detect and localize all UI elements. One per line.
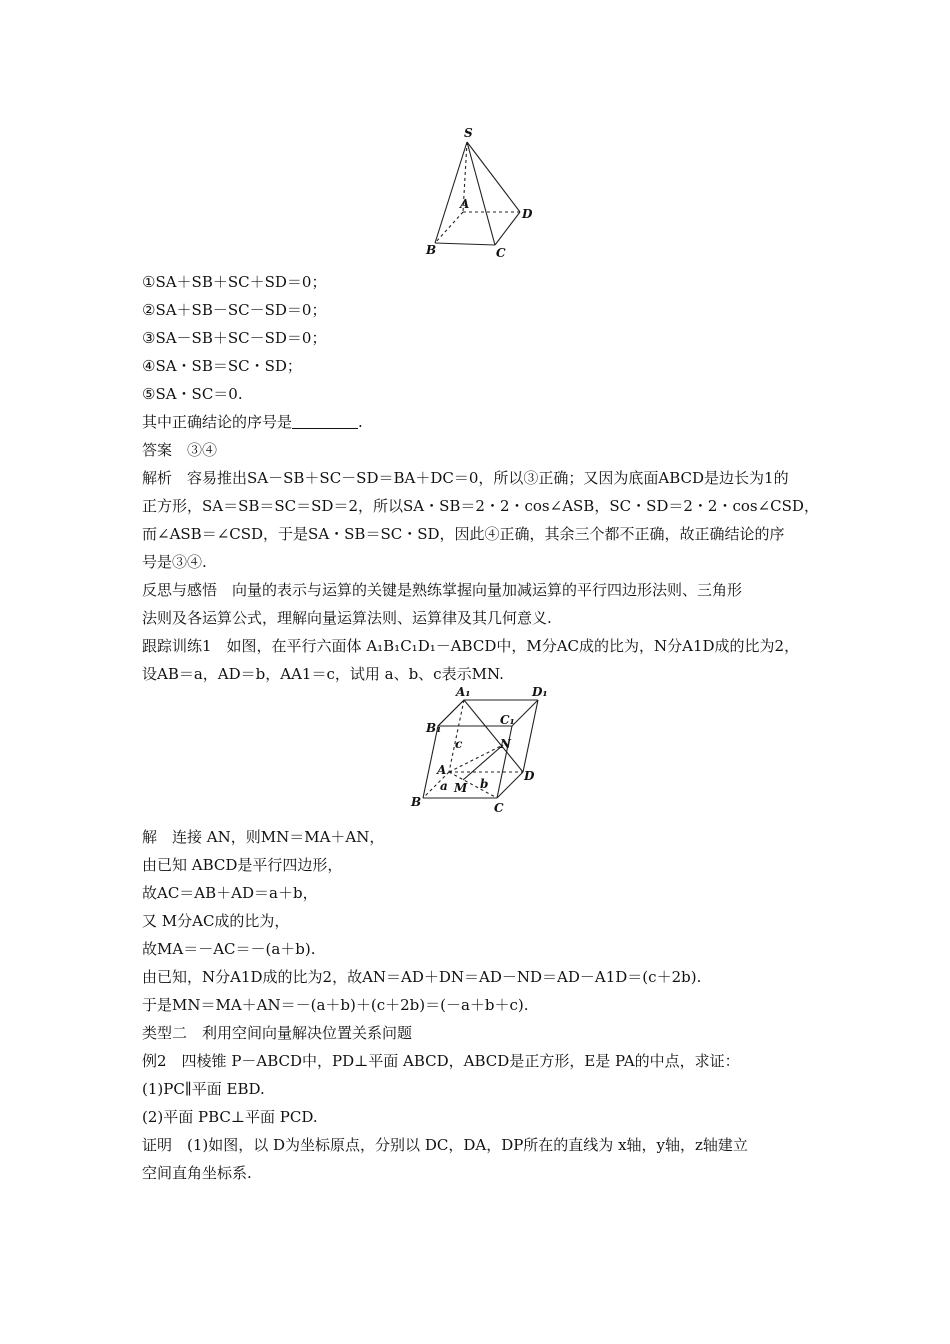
- item-1: ①SA＋SB＋SC＋SD＝0；: [142, 273, 327, 291]
- label-d1: D₁: [532, 685, 548, 699]
- label-s: S: [464, 126, 473, 140]
- proof-label: 证明: [142, 1136, 173, 1154]
- label-b: B: [426, 243, 437, 257]
- example2-part-2: (2)平面 PBC⊥平面 PCD.: [142, 1108, 318, 1126]
- proof-line-2: 空间直角坐标系.: [142, 1164, 252, 1182]
- edge-b1b: [423, 726, 438, 798]
- solution-line-2: 由已知 ABCD是平行四边形，: [142, 856, 343, 874]
- item-5: ⑤SA・SC＝0.: [142, 385, 243, 403]
- edge-sd: [467, 142, 520, 212]
- example2-part-1: (1)PC∥平面 EBD.: [142, 1080, 265, 1098]
- label-a-vector: a: [440, 779, 448, 793]
- type2-label: 类型二: [142, 1024, 188, 1042]
- reflection-label: 反思与感悟: [142, 581, 218, 599]
- edge-cd: [495, 212, 520, 245]
- question-text: 其中正确结论的序号是: [142, 413, 293, 431]
- edge-d1d: [523, 700, 538, 772]
- proof-text-1: (1)如图，以 D为坐标原点，分别以 DC，DA，DP所在的直线为 x轴，y轴，z轴建立: [187, 1136, 748, 1154]
- reflection-line-1: [142, 580, 810, 600]
- solution-line-7: 于是MN＝MA＋AN＝－(a＋b)＋(c＋2b)＝(－a＋b＋c).: [142, 996, 529, 1014]
- solution-text-1: 连接 AN，则MN＝MA＋AN，: [172, 828, 385, 846]
- analysis-line-4: 号是③④.: [142, 553, 207, 571]
- analysis-line-1: [142, 468, 810, 488]
- label-n: N: [500, 737, 511, 751]
- solution-line-3: 故AC＝AB＋AD＝a＋b，: [142, 884, 318, 902]
- practice-text-1: 如图，在平行六面体 A₁B₁C₁D₁－ABCD中，M分AC成的比为，N分A1D成的比为2，: [226, 637, 800, 655]
- type2-heading: [142, 1023, 810, 1043]
- practice-line-1: [142, 636, 810, 656]
- label-a: A: [460, 197, 470, 211]
- analysis-label: 解析: [142, 469, 173, 487]
- edge-a1a: [449, 700, 464, 772]
- edge-sb: [435, 142, 470, 243]
- label-a1: A₁: [456, 685, 471, 699]
- solution-line-1: [142, 827, 810, 847]
- label-a: A: [437, 763, 447, 777]
- edge-sc: [467, 142, 495, 245]
- example2-line: [142, 1051, 810, 1071]
- solution-line-5: 故MA＝－AC＝－(a＋b).: [142, 940, 316, 958]
- segment-mn: [463, 745, 503, 780]
- pyramid-figure: [420, 125, 540, 260]
- edge-cd: [497, 772, 523, 798]
- practice-label: 跟踪训练1: [142, 637, 212, 655]
- label-m: M: [454, 781, 468, 795]
- answer: [142, 440, 810, 460]
- parallelepiped-figure: [408, 684, 548, 816]
- edge-c1d1: [512, 700, 538, 726]
- item-2: ②SA＋SB－SC－SD＝0；: [142, 301, 327, 319]
- answer-value: ③④: [187, 441, 218, 459]
- item-4: ④SA・SB＝SC・SD；: [142, 357, 302, 375]
- label-c1: C₁: [500, 713, 515, 727]
- solution-line-6: 由已知，N分A1D成的比为2，故AN＝AD＋DN＝AD－ND＝AD－A1D＝(c＋2b).: [142, 968, 702, 986]
- label-b-vector: b: [480, 777, 489, 791]
- example2-label: 例2: [142, 1052, 167, 1070]
- label-c: C: [496, 246, 506, 260]
- label-d: D: [522, 207, 533, 221]
- solution-line-4: 又 M分AC成的比为，: [142, 912, 290, 930]
- reflection-text-1: 向量的表示与运算的关键是熟练掌握向量加减运算的平行四边形法则、三角形: [232, 581, 743, 599]
- label-c: C: [494, 801, 504, 815]
- segment-a1b: [438, 700, 464, 726]
- label-b: B: [411, 795, 422, 809]
- label-c-vector: c: [455, 737, 463, 751]
- solution-label: 解: [142, 828, 158, 846]
- practice-line-2: 设AB＝a，AD＝b，AA1＝c，试用 a、b、c表示MN.: [142, 665, 504, 683]
- answer-label: 答案: [142, 441, 173, 459]
- example2-text: 四棱锥 P－ABCD中，PD⊥平面 ABCD，ABCD是正方形，E是 PA的中点，求证：: [181, 1052, 740, 1070]
- label-d: D: [524, 769, 535, 783]
- answer-blank: [292, 414, 358, 429]
- item-3: ③SA－SB＋SC－SD＝0；: [142, 329, 327, 347]
- analysis-text-1: 容易推出SA－SB＋SC－SD＝BA＋DC＝0，所以③正确；又因为底面ABCD是边长为1的: [187, 469, 789, 487]
- analysis-line-3: 而∠ASB＝∠CSD，于是SA・SB＝SC・SD，因此④正确，其余三个都不正确，故正确结论的序: [142, 525, 785, 543]
- label-b1: B₁: [426, 721, 442, 735]
- segment-a1d: [464, 700, 523, 772]
- edge-ab: [435, 212, 463, 243]
- question-tail: .: [358, 413, 363, 431]
- analysis-line-2: 正方形，SA＝SB＝SC＝SD＝2，所以SA・SB＝2・2・cos∠ASB，SC・SD＝2・2・cos∠CSD，: [142, 497, 819, 515]
- edge-bc: [435, 243, 495, 245]
- reflection-line-2: 法则及各运算公式，理解向量运算法则、运算律及其几何意义.: [142, 609, 552, 627]
- question: [142, 412, 810, 432]
- proof-line-1: [142, 1135, 810, 1155]
- type2-title: 利用空间向量解决位置关系问题: [202, 1024, 413, 1042]
